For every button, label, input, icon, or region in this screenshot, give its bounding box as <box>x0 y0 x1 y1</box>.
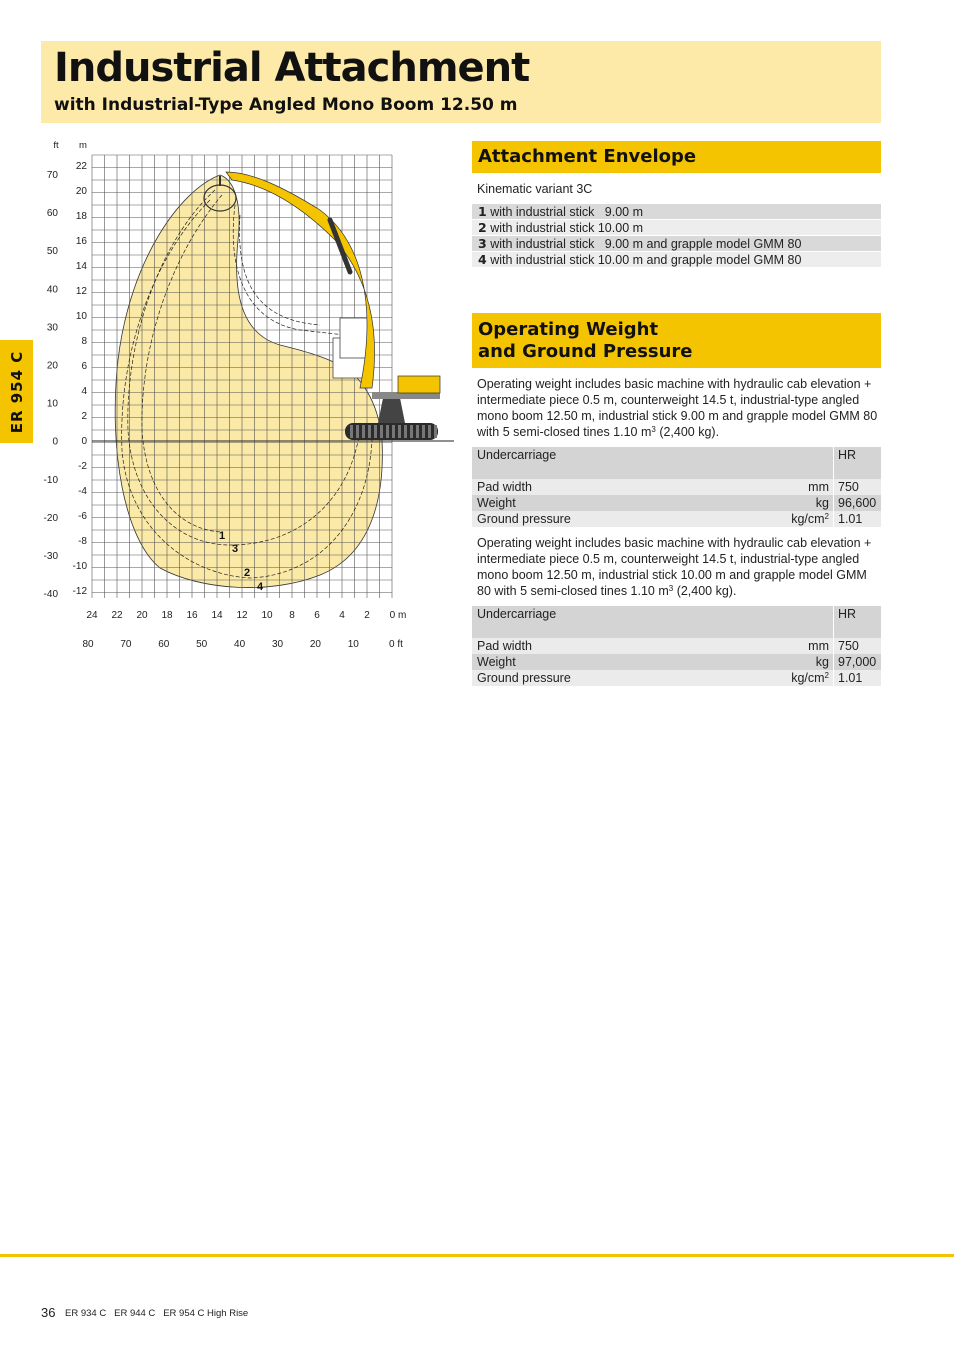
y-tick-label-m: 0 <box>81 436 87 447</box>
table-row: Ground pressure $kg/cm^2$ 1.01 <box>472 511 881 527</box>
x-tick-label-m: 2 <box>364 610 370 621</box>
variant-row: 3 with industrial stick 9.00 m and grapple model GMM 80 <box>472 236 881 251</box>
track-pad <box>368 425 371 438</box>
y-tick-label-m: -4 <box>78 486 87 497</box>
model-side-tab-label: ER 954 C <box>7 350 26 433</box>
x-tick-label-ft: 0 ft <box>389 639 403 650</box>
track-pad <box>404 425 407 438</box>
x-tick-label-ft: 50 <box>196 639 208 650</box>
y-tick-label-m: 12 <box>75 286 87 297</box>
y-tick-label-ft: 40 <box>46 284 58 296</box>
page-title: Industrial Attachment <box>54 45 530 91</box>
y-tick-label-m: 14 <box>75 261 87 272</box>
track-pad <box>374 425 377 438</box>
curve-number-label: 2 <box>243 567 251 579</box>
attachment-envelope-heading: Attachment Envelope <box>478 146 697 167</box>
x-tick-label-ft: 80 <box>82 639 94 650</box>
y-tick-label-m: -12 <box>72 586 87 597</box>
operating-weight-heading-line2: and Ground Pressure <box>478 341 693 362</box>
track-pad <box>392 425 395 438</box>
y-tick-label-m: -8 <box>78 536 87 547</box>
page-subtitle: with Industrial-Type Angled Mono Boom 12.50 m <box>54 95 518 115</box>
y-tick-label-m: 18 <box>75 211 87 222</box>
counterweight <box>398 376 440 393</box>
y-tick-label-ft: 20 <box>46 360 58 372</box>
variant-row: 2 with industrial stick 10.00 m <box>472 220 881 235</box>
y-tick-label-ft: 70 <box>46 170 58 181</box>
x-tick-label-m: 8 <box>289 610 295 621</box>
y-axis-unit-ft: ft <box>53 140 59 151</box>
footer-rule <box>0 1254 954 1257</box>
track-pad <box>356 425 359 438</box>
operating-weight-header <box>472 313 881 368</box>
x-tick-label-ft: 70 <box>120 639 132 650</box>
track-pad <box>416 425 419 438</box>
track-pad <box>380 425 383 438</box>
y-tick-label-ft: -20 <box>43 512 58 524</box>
y-tick-label-m: 20 <box>75 186 87 197</box>
weight-table-2 <box>472 606 881 686</box>
y-tick-label-ft: 50 <box>46 246 58 258</box>
y-tick-label-m: -6 <box>78 511 87 522</box>
y-tick-label-ft: 0 <box>52 436 58 448</box>
x-tick-label-ft: 40 <box>234 639 246 650</box>
x-tick-label-ft: 60 <box>158 639 170 650</box>
x-tick-label-ft: 10 <box>347 639 359 650</box>
page-number: 36 <box>41 1305 56 1320</box>
track-pad <box>410 425 413 438</box>
track-pad <box>422 425 425 438</box>
y-axis-unit-m: m <box>79 140 87 151</box>
weight-table-1 <box>472 447 881 527</box>
y-tick-label-m: -2 <box>78 461 87 472</box>
y-tick-label-m: 2 <box>81 411 87 422</box>
x-tick-label-m: 10 <box>261 610 273 621</box>
header-band <box>41 41 881 123</box>
x-tick-label-m: 16 <box>186 610 198 621</box>
y-tick-label-ft: 30 <box>46 322 58 334</box>
x-tick-label-m: 4 <box>339 610 345 621</box>
track-pad <box>386 425 389 438</box>
table-row: Undercarriage HR <box>472 447 881 479</box>
y-tick-label-m: 6 <box>81 361 87 372</box>
track-pad <box>362 425 365 438</box>
y-tick-label-m: 8 <box>81 336 87 347</box>
attachment-envelope-header <box>472 141 881 173</box>
elevation-column <box>378 398 405 423</box>
table-row: Undercarriage HR <box>472 606 881 638</box>
x-tick-label-m: 14 <box>211 610 223 621</box>
y-tick-label-ft: -30 <box>43 551 58 562</box>
variant-row: 1 with industrial stick 9.00 m <box>472 204 881 219</box>
x-tick-label-m: 20 <box>136 610 148 621</box>
track-pad <box>398 425 401 438</box>
x-tick-label-m: 0 m <box>389 610 407 621</box>
footer-model-list: ER 934 C ER 944 C ER 954 C High Rise <box>65 1308 249 1319</box>
x-tick-label-ft: 30 <box>271 639 284 650</box>
kinematic-variant: Kinematic variant 3C <box>477 182 593 196</box>
y-tick-label-ft: -10 <box>43 474 58 486</box>
track-pad <box>434 425 437 438</box>
table-row: Pad width mm 750 <box>472 479 881 495</box>
table-row: Weight kg 97,000 <box>472 654 881 670</box>
y-tick-label-ft: 10 <box>46 398 58 410</box>
y-tick-label-ft: -40 <box>43 589 58 601</box>
y-tick-label-m: 16 <box>75 236 87 247</box>
variant-row: 4 with industrial stick 10.00 m and grapple model GMM 80 <box>472 252 881 267</box>
y-tick-label-m: 22 <box>75 161 87 172</box>
x-tick-label-m: 18 <box>161 610 173 621</box>
y-tick-label-m: 4 <box>81 386 87 397</box>
y-tick-label-m: 10 <box>75 311 87 322</box>
curve-number-label: 1 <box>218 530 226 542</box>
table-row: Weight kg 96,600 <box>472 495 881 511</box>
track-pad <box>350 425 353 438</box>
curve-number-label: 4 <box>256 581 264 593</box>
x-tick-label-m: 24 <box>86 610 98 621</box>
working-range-diagram <box>0 130 460 660</box>
y-tick-label-m: -10 <box>72 561 87 572</box>
operating-weight-heading-line1: Operating Weight <box>478 319 659 340</box>
curve-number-label: 3 <box>231 543 239 555</box>
x-tick-label-m: 6 <box>314 610 320 621</box>
operating-weight-description-1: Operating weight includes basic machine with hydraulic cab elevation + intermediate piece 0.5 m, counterweight 14.5 t, industrial-type angled mono boom 12.50 m, industrial stick 9.00 m and grapple model GMM 80 with 5 semi-closed tines 1.10 $m^3$ (2,400 kg). <box>477 377 878 439</box>
x-tick-label-m: 12 <box>236 610 248 621</box>
y-tick-label-ft: 60 <box>46 208 58 220</box>
table-row: Ground pressure $kg/cm^2$ 1.01 <box>472 670 881 686</box>
x-tick-label-m: 22 <box>111 610 123 621</box>
x-tick-label-ft: 20 <box>309 639 321 650</box>
operating-weight-description-2: Operating weight includes basic machine with hydraulic cab elevation + intermediate piece 0.5 m, counterweight 14.5 t, industrial-type angled mono boom 12.50 m, industrial stick 10.00 m and grapple model GMM 80 with 5 semi-closed tines 1.10 $m^3$ (2,400 kg). <box>477 536 872 598</box>
track-pad <box>428 425 431 438</box>
table-row: Pad width mm 750 <box>472 638 881 654</box>
